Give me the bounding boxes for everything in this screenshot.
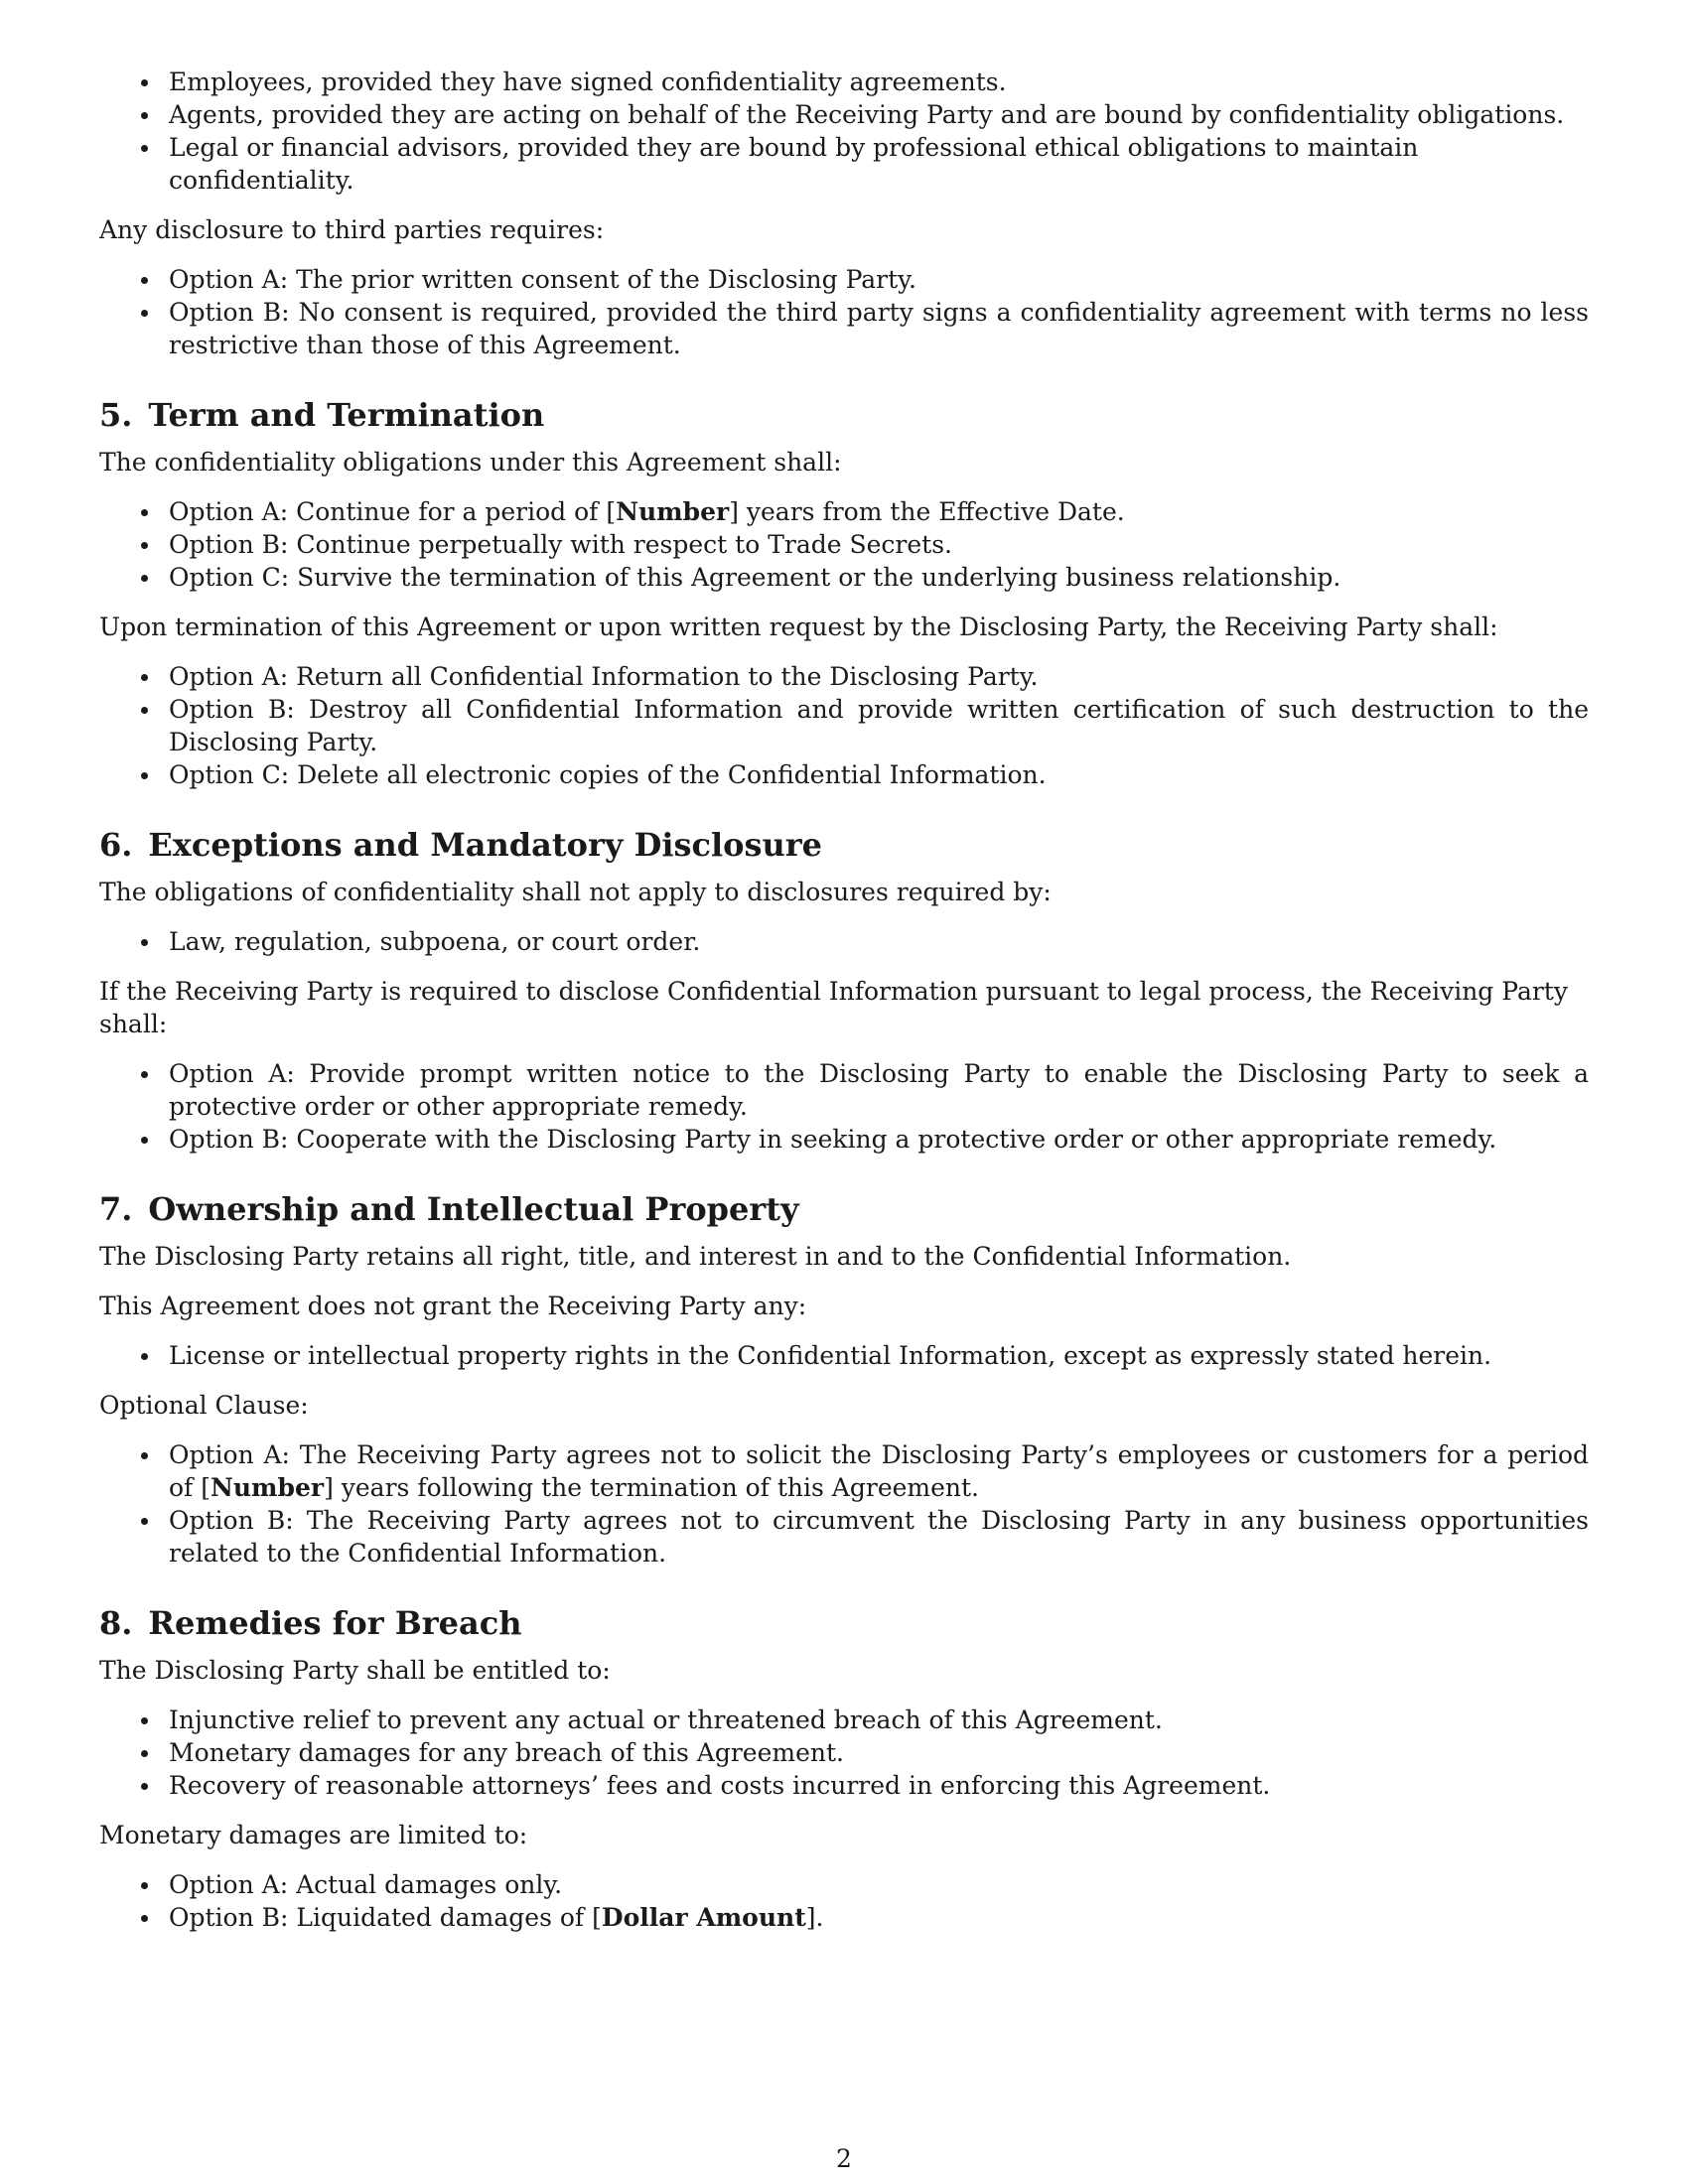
section-heading-5: 5. Term and Termination [99,396,545,434]
list-item: Option C: Survive the termination of this Agreement or the underlying business relationship. [99,561,1589,594]
section-heading-6: 6. Exceptions and Mandatory Disclosure [99,826,822,864]
paragraph: Any disclosure to third parties requires: [99,215,605,244]
section-heading-8: 8. Remedies for Breach [99,1604,522,1642]
list-item: Employees, provided they have signed confidentiality agreements. [99,66,1589,98]
paragraph: The Disclosing Party retains all right, title, and interest in and to the Confidential Information. [99,1242,1292,1271]
damages-options-list [99,1868,1589,1934]
legal-process-options-list [99,1057,1589,1156]
list-item: Injunctive relief to prevent any actual or threatened breach of this Agreement. [99,1704,1589,1736]
license-list [99,1339,1589,1372]
section-heading-7: 7. Ownership and Intellectual Property [99,1190,799,1228]
list-item: Option C: Delete all electronic copies of the Confidential Information. [99,758,1589,791]
paragraph: The confidentiality obligations under this Agreement shall: [99,448,842,477]
paragraph: The obligations of confidentiality shall not apply to disclosures required by: [99,878,1052,906]
termination-options-list [99,660,1589,791]
list-item: Option B: Cooperate with the Disclosing Party in seeking a protective order or other appropriate remedy. [99,1123,1589,1156]
list-item: Option A: Return all Confidential Information to the Disclosing Party. [99,660,1589,693]
paragraph: This Agreement does not grant the Receiving Party any: [99,1292,807,1320]
paragraph: The Disclosing Party shall be entitled to: [99,1656,611,1685]
list-item: Option B: Liquidated damages of [Dollar Amount]. [99,1901,1589,1934]
paragraph: Upon termination of this Agreement or upon written request by the Disclosing Party, the Receiving Party shall: [99,613,1498,641]
paragraph: Optional Clause: [99,1391,309,1420]
list-item: Recovery of reasonable attorneys’ fees and costs incurred in enforcing this Agreement. [99,1769,1589,1802]
placeholder-dollar-amount: Dollar Amount [601,1903,806,1932]
remedies-list [99,1704,1589,1802]
list-item: Monetary damages for any breach of this Agreement. [99,1736,1589,1769]
list-item: Option B: Destroy all Confidential Information and provide written certification of such destruction to the Disclosing Party. [99,693,1589,758]
third-party-options-list [99,263,1589,361]
list-item: Option B: No consent is required, provided the third party signs a confidentiality agreement with terms no less restrictive than those of this Agreement. [99,296,1589,361]
page-number: 2 [836,2144,852,2173]
list-item: License or intellectual property rights in the Confidential Information, except as expressly stated herein. [99,1339,1589,1372]
paragraph: Monetary damages are limited to: [99,1821,528,1849]
list-item: Option A: The prior written consent of the Disclosing Party. [99,263,1589,296]
exceptions-list [99,925,1589,958]
document-page [99,0,1589,1934]
list-item: Legal or financial advisors, provided they are bound by professional ethical obligations to maintain confidentiality. [99,131,1589,197]
list-item: Option A: The Receiving Party agrees not to solicit the Disclosing Party’s employees or customers for a period of [Number] years following the termination of this Agreement. [99,1438,1589,1504]
list-item: Agents, provided they are acting on behalf of the Receiving Party and are bound by confidentiality obligations. [99,98,1589,131]
list-item: Option B: The Receiving Party agrees not to circumvent the Disclosing Party in any business opportunities related to the Confidential Information. [99,1504,1589,1570]
placeholder-number: Number [616,497,730,526]
term-options-list [99,495,1589,594]
list-item: Option A: Continue for a period of [Number] years from the Effective Date. [99,495,1589,528]
list-item: Option A: Provide prompt written notice to the Disclosing Party to enable the Disclosing Party to seek a protective order or other appropriate remedy. [99,1057,1589,1123]
list-item: Option A: Actual damages only. [99,1868,1589,1901]
permitted-recipients-list [99,66,1589,197]
list-item: Law, regulation, subpoena, or court order. [99,925,1589,958]
paragraph: If the Receiving Party is required to disclose Confidential Information pursuant to legal process, the Receiving Party shall: [99,977,1568,1038]
placeholder-number: Number [211,1473,325,1502]
list-item: Option B: Continue perpetually with respect to Trade Secrets. [99,528,1589,561]
optional-clause-list [99,1438,1589,1570]
